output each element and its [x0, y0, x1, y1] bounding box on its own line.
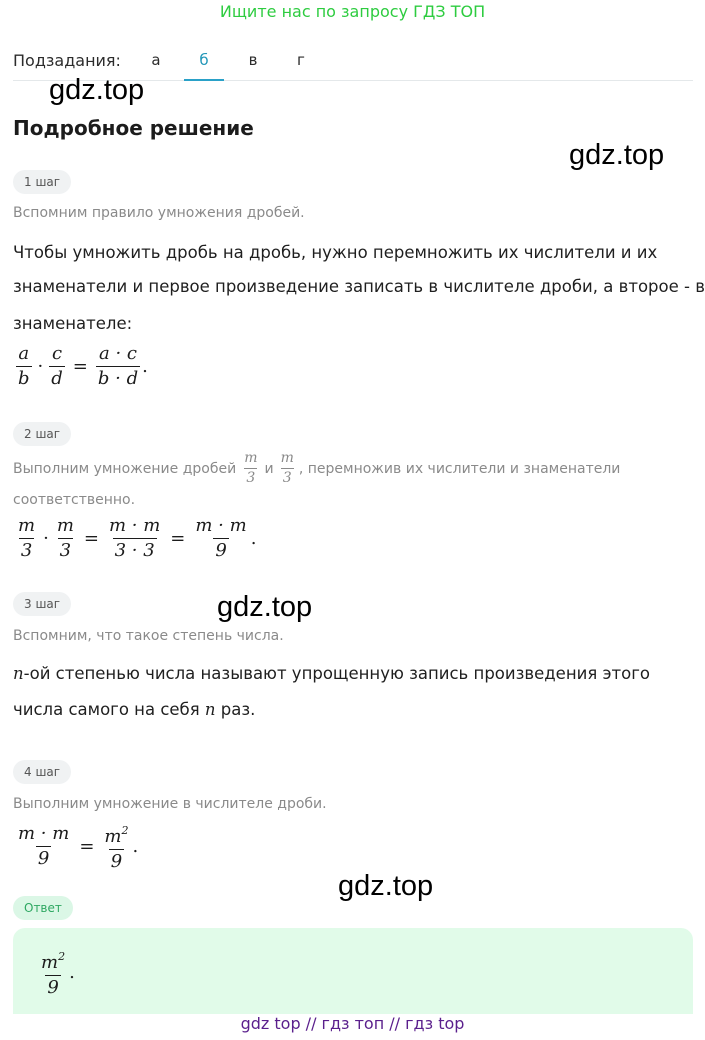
step-1-line-2: знаменатели и первое произведение записать в числителе дроби, а второе - в — [13, 277, 705, 296]
tab-b[interactable]: б — [184, 51, 224, 81]
formula-m-squared: $\frac{m \cdot m}{9}$ = $\frac{m^2}{9}$ . — [18, 823, 139, 872]
tab-g[interactable]: г — [297, 51, 305, 69]
var-n: n — [13, 664, 24, 683]
var-n: n — [204, 700, 216, 719]
solution-heading: Подробное решение — [13, 116, 254, 140]
step-1-line-1: Чтобы умножить дробь на дробь, нужно перемножить их числители и их — [13, 243, 658, 262]
step-3-badge: 3 шаг — [13, 592, 71, 616]
step-4-note: Выполним умножение в числителе дроби. — [13, 796, 327, 812]
tab-a[interactable]: а — [151, 51, 161, 69]
step-3-line-2-text: числа самого на себя — [13, 700, 200, 719]
watermark: gdz.top — [49, 74, 145, 106]
step-4-badge: 4 шаг — [13, 760, 71, 784]
step-1-line-3: знаменателе: — [13, 314, 133, 333]
step-2-note-and: и — [264, 460, 274, 477]
formula-fraction-rule: $\frac{a}{b}$ · $\frac{c}{d}$ = $\frac{a \cdot c}{b \cdot d}$ . — [18, 343, 148, 389]
answer-formula: $\frac{m^2}{9}$ . — [41, 950, 75, 998]
step-2-note-rest: , перемножив их числители и знаменатели — [298, 460, 621, 477]
step-2-note: Выполним умножение дробей $\frac{m}{3}$ и $\frac{m}{3}$ , перемножив их числители и знаменатели — [13, 450, 621, 486]
watermark: gdz.top — [338, 870, 434, 902]
step-2-note-text: Выполним умножение дробей — [13, 460, 237, 477]
step-3-line-2-end: раз. — [220, 700, 256, 719]
watermark: gdz.top — [569, 139, 665, 171]
search-banner: Ищите нас по запросу ГДЗ ТОП — [219, 2, 486, 21]
step-3-line-2 — [13, 691, 255, 728]
footer-links[interactable]: gdz top // гдз топ // гдз top — [240, 1014, 465, 1033]
answer-box — [13, 928, 693, 1014]
answer-badge: Ответ — [13, 896, 73, 920]
watermark: gdz.top — [217, 591, 313, 623]
subtasks-label: Подзадания: — [13, 51, 121, 70]
step-3-line-1-text: -ой степенью числа называют упрощенную запись произведения этого — [23, 664, 651, 683]
step-1-note: Вспомним правило умножения дробей. — [13, 205, 305, 221]
step-2-note-line-2: соответственно. — [13, 492, 136, 508]
step-3-line-1 — [13, 655, 650, 692]
step-3-note: Вспомним, что такое степень числа. — [13, 628, 284, 644]
step-1-badge: 1 шаг — [13, 170, 71, 194]
formula-multiply-m-over-3: $\frac{m}{3}$ · $\frac{m}{3}$ = $\frac{m \cdot m}{3 \cdot 3}$ = $\frac{m \cdot m}{9}$ . — [18, 515, 257, 561]
step-2-badge: 2 шаг — [13, 422, 71, 446]
tab-v[interactable]: в — [248, 51, 258, 69]
